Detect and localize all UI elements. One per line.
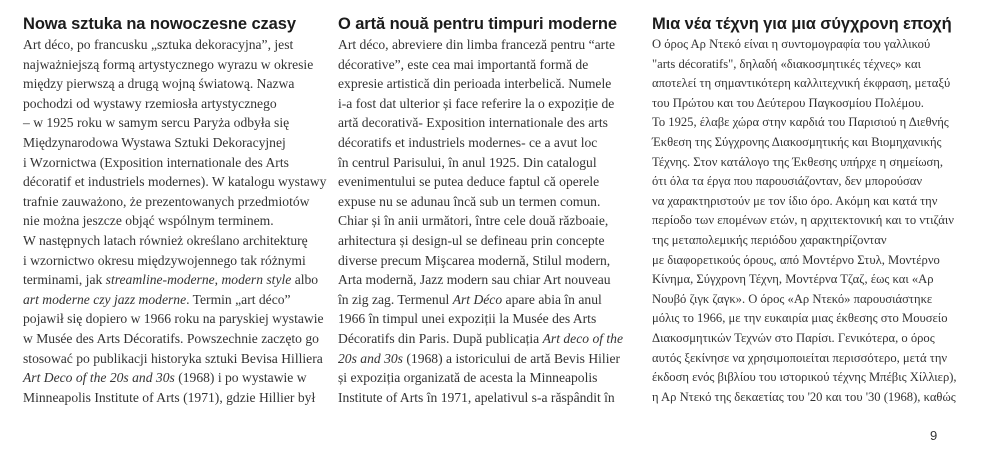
text-segment: περίοδο των επομένων ετών, η αρχιτεκτονική και το ντιζάιν	[652, 213, 954, 228]
text-segment: i-a fost dat ulterior și face referire la o expoziție de	[338, 95, 615, 111]
text-line	[23, 133, 323, 153]
text-segment: artă decorativă- Exposition internationale des arts	[338, 115, 608, 131]
text-line	[338, 309, 643, 329]
text-segment: – w 1925 roku w samym sercu Paryża odbyła się	[23, 115, 290, 131]
text-line	[652, 290, 982, 310]
text-segment: stosować po publikacji historyka sztuki Bevisa Hilliera	[23, 350, 323, 366]
text-segment: décoratifs et industriels modernes- ce a avut loc	[338, 134, 598, 150]
text-line	[652, 74, 982, 94]
text-segment: W następnych latach również określano architekturę	[23, 232, 308, 248]
italic-text: streamline-moderne	[105, 272, 215, 288]
text-line	[338, 113, 643, 133]
text-segment: pojawił się dopiero w 1966 roku na paryskiej wystawie	[23, 311, 324, 327]
text-segment: terminami, jak	[23, 272, 106, 288]
text-line	[652, 172, 982, 192]
text-segment: . Termin „art déco”	[186, 291, 291, 307]
text-segment: με διαφορετικούς όρους, από Μοντέρνο Στυλ, Μοντέρνο	[652, 252, 940, 267]
text-segment: w Musée des Arts Décoratifs. Powszechnie zaczęto go	[23, 330, 319, 346]
text-line	[338, 192, 643, 212]
text-line	[652, 309, 982, 329]
text-line	[23, 35, 323, 55]
text-line	[338, 153, 643, 173]
text-segment: ,	[214, 272, 222, 288]
text-segment: η Αρ Ντεκό της δεκαετίας του '20 και του '30 (1968), καθώς	[652, 389, 956, 404]
text-segment: trafnie zauważono, że prezentowanych przedmiotów	[23, 193, 310, 209]
text-segment: Το 1925, έλαβε χώρα στην καρδιά του Παρισιού η Διεθνής	[652, 115, 949, 130]
text-line	[652, 35, 982, 55]
text-segment: αυτός ξεκίνησε να χρησιμοποιείται περισσότερο, μετά την	[652, 350, 948, 365]
body-text-romanian	[338, 35, 643, 407]
text-segment: αποτελεί τη σημαντικότερη καλλιτεχνική έκφραση, μεταξύ	[652, 76, 951, 91]
text-segment: του Πρώτου και του Δεύτερου Παγκοσμίου Πολέμου.	[652, 95, 924, 110]
text-segment: décorative”, este cea mai importantă formă de	[338, 56, 589, 72]
heading-greek: Μια νέα τέχνη για μια σύγχρονη εποχή	[652, 15, 952, 33]
text-line	[338, 270, 643, 290]
body-text-greek	[652, 35, 982, 407]
text-line	[23, 329, 323, 349]
text-segment: arhitectura și design-ul se defineau prin concepte	[338, 232, 605, 248]
body-text-polish	[23, 35, 327, 407]
text-segment: "arts décoratifs", δηλαδή «διακοσμητικές τέχνες» και	[652, 56, 921, 71]
text-line	[652, 388, 982, 408]
column-polish	[23, 14, 327, 407]
column-greek	[652, 14, 982, 407]
heading-romanian: O artă nouă pentru timpuri moderne	[338, 15, 617, 33]
text-segment: Τέχνης. Στον κατάλογο της Έκθεσης υπήρχε η σημείωση,	[652, 154, 944, 169]
text-segment: în centrul Parisului, în anul 1925. Din catalogul	[338, 154, 597, 170]
text-line	[23, 270, 323, 290]
text-line	[23, 172, 327, 192]
text-segment: ότι όλα τα έργα που παρουσιάζονταν, δεν μπορούσαν	[652, 174, 923, 189]
text-segment: najważniejszą formą artystycznego wyrazu w okresie	[23, 56, 314, 72]
text-line	[23, 113, 323, 133]
text-line	[652, 329, 982, 349]
text-segment: μόλις το 1966, με την ευκαιρία μιας έκθεσης στο Μουσείο	[652, 311, 948, 326]
italic-text: Art Déco	[452, 291, 503, 307]
text-segment: 1966 în timpul unei expoziții la Musée des Arts	[338, 311, 597, 327]
text-segment: pochodzi od wystawy rzemiosła artystycznego	[23, 95, 277, 111]
text-segment: να χαρακτηριστούν με τον ίδιο όρο. Ακόμη και κατά την	[652, 193, 938, 208]
column-romanian	[338, 14, 643, 407]
text-line	[23, 309, 323, 329]
text-segment: diverse precum Mişcarea modernă, Stilul modern,	[338, 252, 611, 268]
text-segment: Κίνημα, Σύγχρονη Τέχνη, Μοντέρνα Τζαζ, έως και «Αρ	[652, 272, 934, 287]
text-line	[23, 94, 323, 114]
text-line	[338, 35, 643, 55]
text-segment: Art déco, po francusku „sztuka dekoracyjna”, jest	[23, 37, 294, 52]
text-segment: i Wzornictwa (Exposition internationale des Arts	[23, 154, 289, 170]
text-segment: evenimentului se putea deduce faptul că operele	[338, 174, 600, 190]
text-segment: Chiar și în anii următori, între cele două războaie,	[338, 213, 609, 229]
text-line	[652, 270, 982, 290]
italic-text: Art Deco of the 20s and 30s	[23, 370, 175, 386]
text-line	[652, 192, 982, 212]
text-segment: albo	[291, 272, 319, 288]
text-segment: Arta modernă, Jazz modern sau chiar Art nouveau	[338, 272, 611, 288]
text-segment: Art déco, abreviere din limba franceză pentru “arte	[338, 37, 616, 52]
text-line	[23, 55, 323, 75]
text-line	[652, 133, 982, 153]
text-line	[23, 211, 323, 231]
text-line	[338, 349, 643, 369]
text-segment: Décoratifs din Paris. După publicația	[338, 330, 543, 346]
text-segment: Institute of Arts în 1971, apelativul s-a răspândit în	[338, 389, 615, 405]
text-segment: expuse nu se adunau încă sub un termen comun.	[338, 193, 601, 209]
text-segment: expresie artistică din perioada interbelică. Numele	[338, 76, 612, 92]
page-number: 9	[930, 428, 938, 443]
text-segment: Międzynarodowa Wystawa Sztuki Dekoracyjnej	[23, 134, 286, 150]
text-segment: Διακοσμητικών Τεχνών στο Παρίσι. Γενικότερα, ο όρος	[652, 330, 935, 345]
text-line	[652, 113, 982, 133]
text-segment: în zig zag. Termenul	[338, 291, 453, 307]
text-line	[652, 251, 982, 271]
text-segment: i wzornictwo okresu międzywojennego tak różnymi	[23, 252, 306, 268]
text-segment: décoratif et industriels modernes). W katalogu wystawy	[23, 174, 327, 190]
text-line	[23, 349, 323, 369]
text-line	[23, 368, 323, 388]
heading-polish: Nowa sztuka na nowoczesne czasy	[23, 15, 296, 33]
text-line	[338, 231, 643, 251]
text-line	[652, 94, 982, 114]
text-segment: apare abia în anul	[502, 291, 602, 307]
text-line	[338, 368, 643, 388]
text-segment: της μεταπολεμικής περιόδου χαρακτηρίζονταν	[652, 232, 887, 247]
text-line	[652, 55, 982, 75]
text-line	[23, 290, 323, 310]
text-line	[338, 329, 643, 349]
text-line	[23, 153, 323, 173]
text-line	[23, 388, 323, 408]
text-line	[338, 388, 643, 408]
text-segment: między pierwszą a drugą wojną światową. Nazwa	[23, 76, 295, 92]
text-line	[338, 290, 643, 310]
text-line	[23, 74, 323, 94]
text-line	[23, 192, 323, 212]
text-line	[23, 251, 323, 271]
text-line	[23, 231, 323, 251]
text-line	[338, 211, 643, 231]
italic-text: Art deco of the	[542, 330, 624, 346]
text-line	[652, 231, 982, 251]
text-segment: έκδοση ενός βιβλίου του ιστορικού τέχνης Μπέβις Χίλλιερ),	[652, 370, 957, 385]
text-segment: Νουβό ζιγκ ζαγκ». Ο όρος «Αρ Ντεκό» παρουσιάστηκε	[652, 291, 933, 306]
text-line	[338, 74, 643, 94]
text-line	[338, 55, 643, 75]
text-line	[338, 133, 643, 153]
text-segment: Ο όρος Αρ Ντεκό είναι η συντομογραφία του γαλλικού	[652, 37, 931, 51]
italic-text: 20s and 30s	[338, 350, 403, 366]
text-line	[652, 153, 982, 173]
text-line	[338, 94, 643, 114]
text-line	[652, 368, 982, 388]
text-segment: și expoziția organizată de acesta la Minneapolis	[338, 370, 598, 386]
text-segment: Minneapolis Institute of Arts (1971), gdzie Hillier był	[23, 389, 316, 405]
text-segment: (1968) a istoricului de artă Bevis Hilier	[402, 350, 621, 366]
text-line	[652, 211, 982, 231]
text-segment: nie można jeszcze objąć wspólnym terminem.	[23, 213, 274, 229]
text-line	[338, 251, 643, 271]
italic-text: modern style	[221, 272, 292, 288]
italic-text: art moderne czy jazz moderne	[23, 291, 187, 307]
text-line	[338, 172, 643, 192]
text-segment: (1968) i po wystawie w	[174, 370, 307, 386]
text-line	[652, 349, 982, 369]
text-segment: Έκθεση της Σύγχρονης Διακοσμητικής και Βιομηχανικής	[652, 134, 942, 149]
